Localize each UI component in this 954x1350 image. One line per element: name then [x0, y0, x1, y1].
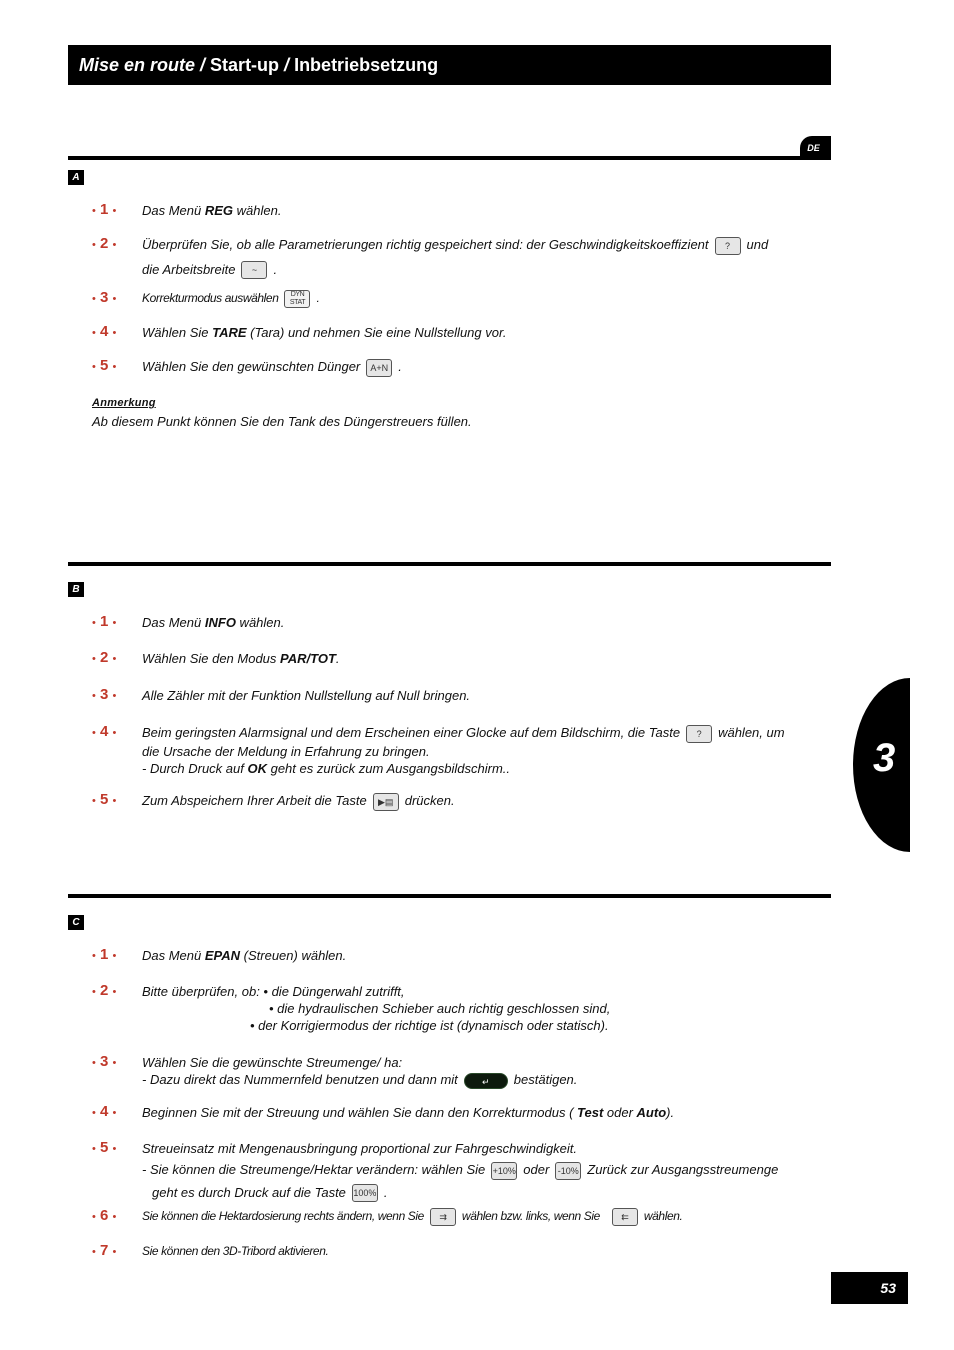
step-b4: • 4 • Beim geringsten Alarmsignal und dem Erscheinen einer Glocke auf dem Bildschirm, die Taste ? wählen, um die Ursache der Meldung in Erfahrung zu bringen. - Durch Druck auf OK geht es zurück zum Ausgangsbildschirm.. [92, 723, 785, 776]
step-a4: • 4 • Wählen Sie TARE (Tara) und nehmen Sie eine Nullstellung vor. [92, 323, 507, 340]
enter-key-icon: ↵ [464, 1073, 508, 1089]
step-c4: • 4 • Beginnen Sie mit der Streuung und wählen Sie dann den Korrekturmodus ( Test oder Auto). [92, 1103, 675, 1120]
step-a1: • 1 • Das Menü REG wählen. [92, 201, 282, 218]
page-header [68, 45, 831, 85]
section-b-rule [68, 562, 831, 566]
header-separator: / [279, 54, 295, 75]
left-dosage-icon: ⇇ [612, 1208, 638, 1226]
step-b1: • 1 • Das Menü INFO wählen. [92, 613, 285, 630]
reset-rate-icon: 100% [352, 1184, 378, 1202]
right-dosage-icon: ⇉ [430, 1208, 456, 1226]
section-a-letter: A [68, 170, 84, 185]
header-title-en: Start-up [210, 54, 280, 75]
correction-mode-icon: DYN STAT [284, 290, 310, 308]
increase-rate-icon: +10% [491, 1162, 517, 1180]
section-b-letter: B [68, 582, 84, 597]
step-a2: • 2 • Überprüfen Sie, ob alle Parametrierungen richtig gespeichert sind: der Geschwindigkeitskoeffizient ? und die Arbeitsbreite ~ . [92, 236, 812, 279]
note-text: Ab diesem Punkt können Sie den Tank des Düngerstreuers füllen. [92, 414, 472, 429]
decrease-rate-icon: -10% [555, 1162, 581, 1180]
step-c6: • 6 • Sie können die Hektardosierung rechts ändern, wenn Sie ⇉ wählen bzw. links, wenn Sie ⇇ wählen. [92, 1207, 683, 1224]
step-a3: • 3 • Korrekturmodus auswählen DYN STAT . [92, 289, 320, 306]
step-c2: • 2 • Bitte überprüfen, ob: • die Düngerwahl zutrifft, • die hydraulischen Schieber auch richtig geschlossen sind, • der Korrigiermodus der richtige ist (dynamisch oder statisch). [92, 982, 611, 1033]
header-title-de: Inbetriebsetzung [294, 54, 439, 75]
language-badge: DE [800, 136, 831, 160]
save-work-icon: ▶▤ [373, 793, 399, 811]
section-c-letter: C [68, 915, 84, 930]
step-c5: • 5 • Streueinsatz mit Mengenausbringung proportional zur Fahrgeschwindigkeit. - Sie können die Streumenge/Hektar verändern: wählen Sie +10% oder -10% Zurück zur Ausgangsstreumenge geht es durch Druck auf die Taste 100% . [92, 1140, 812, 1202]
working-width-icon: ~ [241, 261, 267, 279]
section-a-rule [68, 156, 831, 160]
step-a5: • 5 • Wählen Sie den gewünschten Dünger A+N . [92, 358, 812, 377]
header-separator: / [195, 54, 211, 75]
step-c1: • 1 • Das Menü EPAN (Streuen) wählen. [92, 946, 347, 963]
step-b5: • 5 • Zum Abspeichern Ihrer Arbeit die Taste ▶▤ drücken. [92, 792, 812, 811]
speed-coefficient-icon: ? [715, 237, 741, 255]
alarm-bell-icon: ? [686, 725, 712, 743]
chapter-number: 3 [873, 736, 896, 780]
step-c3: • 3 • Wählen Sie die gewünschte Streumenge/ ha: - Dazu direkt das Nummernfeld benutzen und dann mit ↵ bestätigen. [92, 1053, 578, 1087]
page-number: 53 [831, 1272, 908, 1304]
step-b2: • 2 • Wählen Sie den Modus PAR/TOT. [92, 649, 340, 666]
fertilizer-icon: A+N [366, 359, 392, 377]
note-title: Anmerkung [92, 397, 156, 409]
step-c7: • 7 • Sie können den 3D-Tribord aktivieren. [92, 1242, 329, 1259]
header-title-fr: Mise en route [79, 54, 196, 75]
step-b3: • 3 • Alle Zähler mit der Funktion Nullstellung auf Null bringen. [92, 686, 471, 703]
section-c-rule [68, 894, 831, 898]
